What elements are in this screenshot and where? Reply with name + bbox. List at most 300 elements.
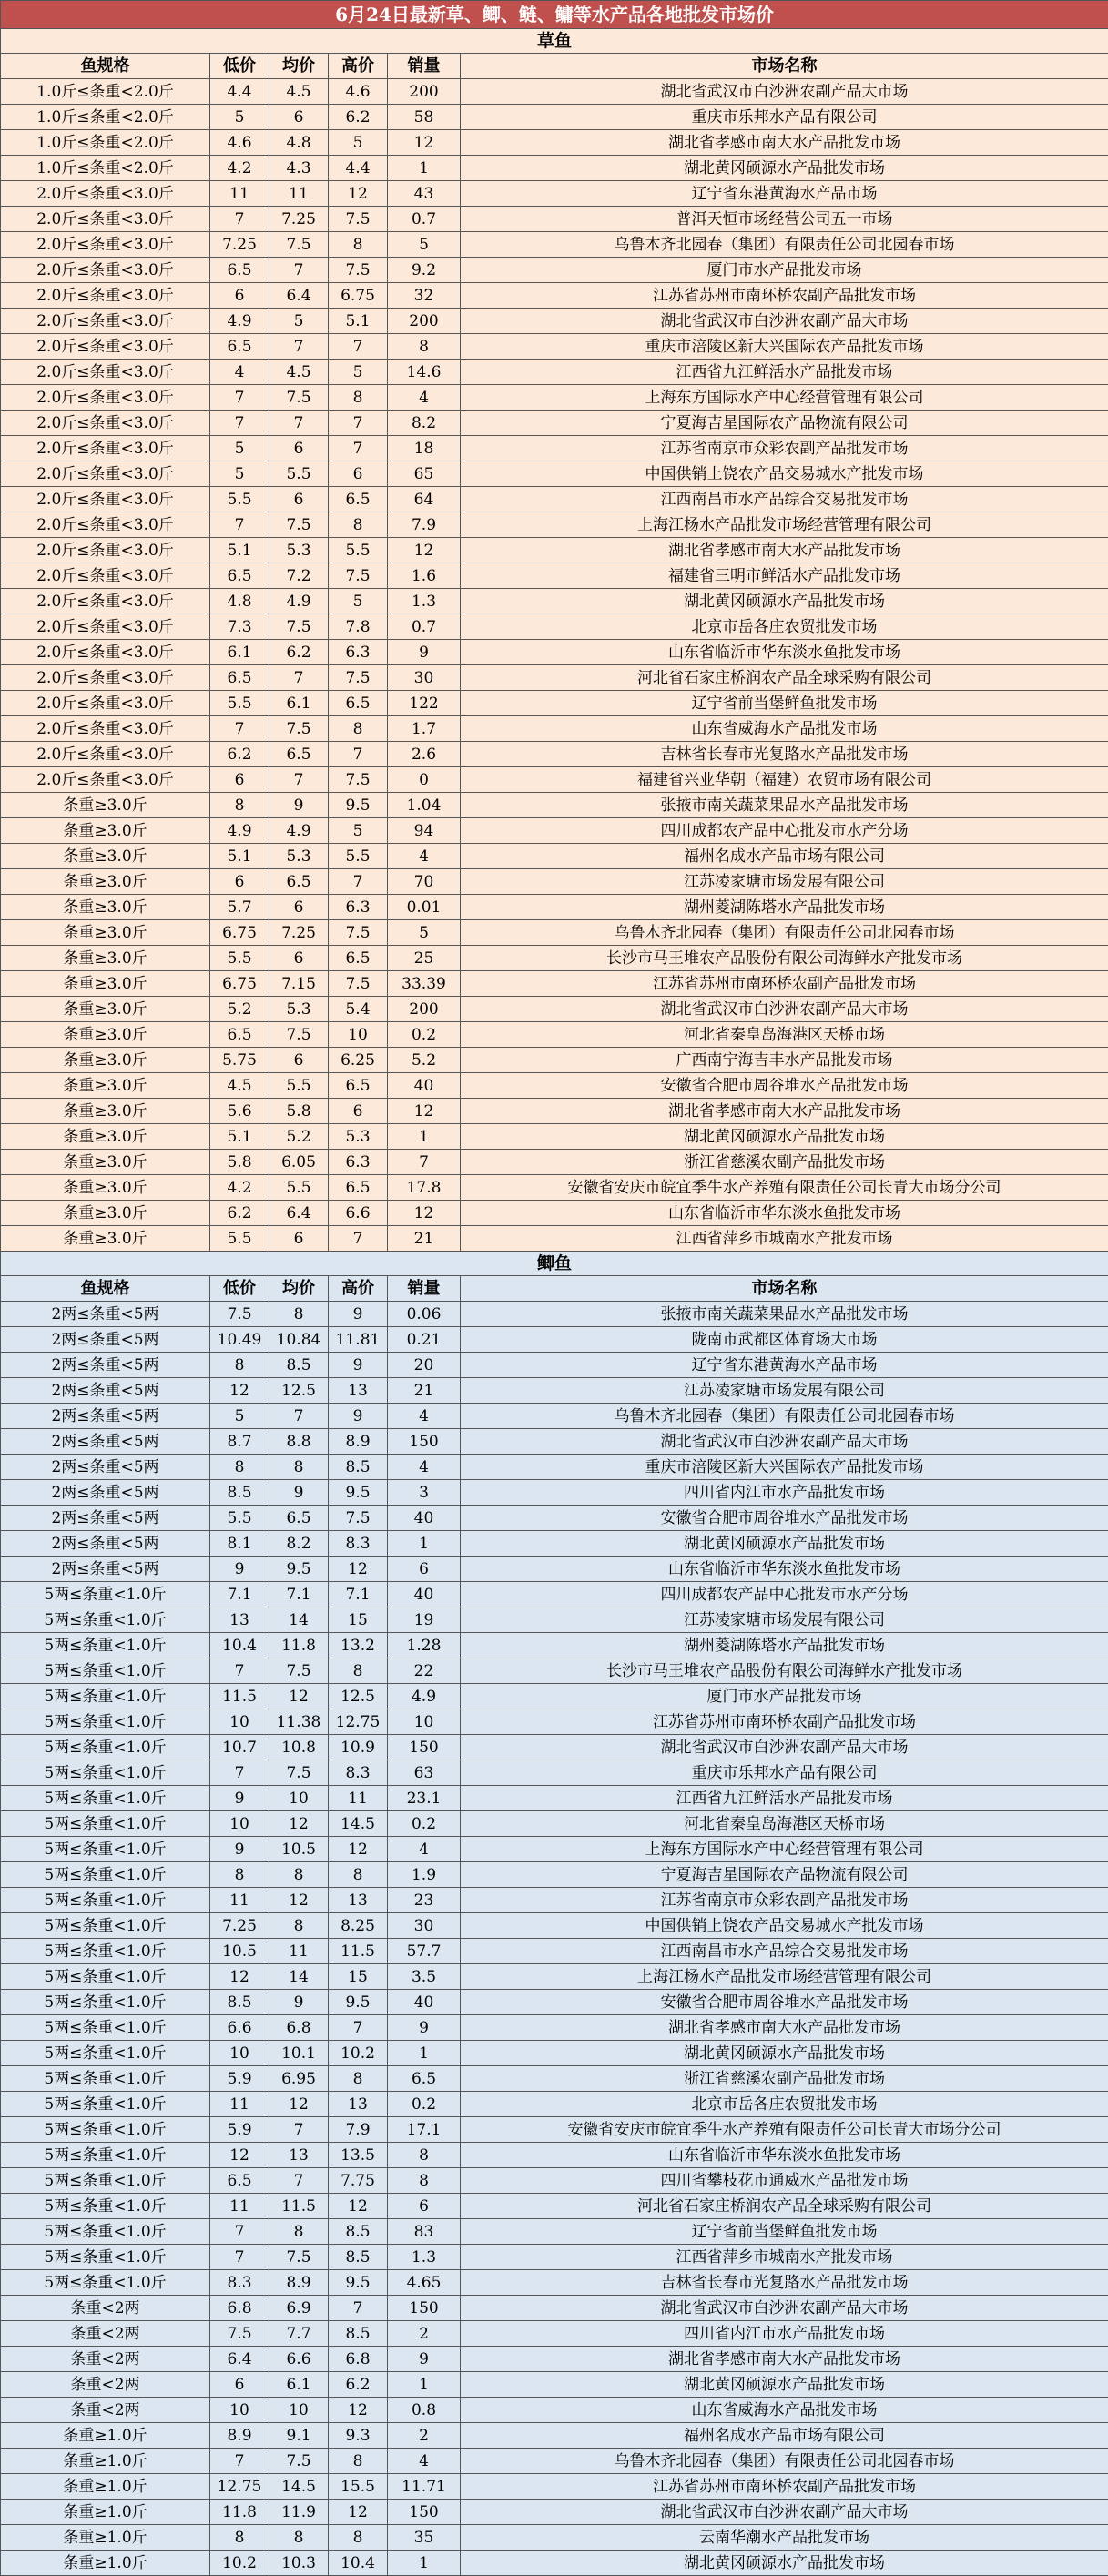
cell-low-price: 4.8 (210, 589, 269, 614)
cell-volume: 1 (388, 2041, 461, 2066)
cell-spec: 条重≥3.0斤 (1, 1022, 210, 1048)
cell-low-price: 5.5 (210, 1506, 269, 1531)
table-row (1, 1150, 1108, 1175)
cell-market-name: 吉林省长春市光复路水产品批发市场 (461, 2270, 1108, 2296)
table-row (1, 665, 1108, 691)
cell-market-name: 湖北黄冈硕源水产品批发市场 (461, 156, 1108, 181)
cell-market-name: 四川成都农产品中心批发市水产分场 (461, 1582, 1108, 1607)
table-row (1, 767, 1108, 793)
column-header-avg-price: 均价 (269, 1276, 329, 1302)
cell-volume: 83 (388, 2219, 461, 2245)
cell-low-price: 7 (210, 411, 269, 436)
cell-low-price: 6.2 (210, 1201, 269, 1226)
cell-low-price: 8.1 (210, 1531, 269, 1557)
cell-low-price: 10.2 (210, 2551, 269, 2576)
cell-low-price: 5.5 (210, 946, 269, 971)
cell-volume: 200 (388, 309, 461, 334)
cell-market-name: 乌鲁木齐北园春（集团）有限责任公司北园春市场 (461, 232, 1108, 258)
cell-low-price: 7 (210, 2245, 269, 2270)
cell-low-price: 5 (210, 436, 269, 461)
table-row (1, 1786, 1108, 1811)
cell-volume: 19 (388, 1607, 461, 1633)
cell-volume: 150 (388, 1429, 461, 1455)
cell-market-name: 山东省临沂市华东淡水鱼批发市场 (461, 640, 1108, 665)
cell-spec: 2.0斤≤条重<3.0斤 (1, 436, 210, 461)
cell-spec: 2.0斤≤条重<3.0斤 (1, 385, 210, 411)
cell-low-price: 13 (210, 1607, 269, 1633)
cell-low-price: 6.5 (210, 2168, 269, 2194)
cell-spec: 2.0斤≤条重<3.0斤 (1, 461, 210, 487)
cell-spec: 条重≥1.0斤 (1, 2423, 210, 2449)
cell-market-name: 吉林省长春市光复路水产品批发市场 (461, 742, 1108, 767)
table-row (1, 2168, 1108, 2194)
cell-market-name: 湖北省孝感市南大水产品批发市场 (461, 130, 1108, 156)
table-row (1, 1022, 1108, 1048)
cell-avg-price: 5.5 (269, 1073, 329, 1099)
cell-market-name: 安徽省合肥市周谷堆水产品批发市场 (461, 1990, 1108, 2015)
table-row (1, 997, 1108, 1022)
cell-avg-price: 6 (269, 105, 329, 130)
table-row (1, 1760, 1108, 1786)
cell-volume: 4 (388, 1455, 461, 1480)
cell-spec: 2两≤条重<5两 (1, 1327, 210, 1353)
cell-high-price: 10 (329, 1022, 388, 1048)
table-row (1, 2194, 1108, 2219)
cell-high-price: 8 (329, 385, 388, 411)
cell-low-price: 6.5 (210, 1022, 269, 1048)
table-row (1, 2117, 1108, 2143)
page-title: 6月24日最新草、鲫、鲢、鳙等水产品各地批发市场价 (1, 1, 1108, 29)
cell-high-price: 8 (329, 2066, 388, 2092)
table-row (1, 360, 1108, 385)
cell-market-name: 北京市岳各庄农贸批发市场 (461, 614, 1108, 640)
cell-low-price: 11 (210, 2092, 269, 2117)
cell-low-price: 7 (210, 207, 269, 232)
cell-high-price: 9 (329, 1404, 388, 1429)
cell-low-price: 8.9 (210, 2423, 269, 2449)
cell-low-price: 7 (210, 1658, 269, 1684)
cell-avg-price: 13 (269, 2143, 329, 2168)
cell-market-name: 安徽省安庆市皖宜季牛水产养殖有限责任公司长青大市场分公司 (461, 1175, 1108, 1201)
cell-market-name: 湖北省孝感市南大水产品批发市场 (461, 1099, 1108, 1124)
cell-volume: 8 (388, 2143, 461, 2168)
cell-avg-price: 7.5 (269, 385, 329, 411)
cell-avg-price: 10 (269, 2398, 329, 2423)
cell-volume: 1 (388, 1531, 461, 1557)
cell-high-price: 9.5 (329, 1480, 388, 1506)
cell-high-price: 7.5 (329, 258, 388, 283)
cell-market-name: 上海东方国际水产中心经营管理有限公司 (461, 1837, 1108, 1862)
cell-high-price: 12.5 (329, 1684, 388, 1709)
table-row (1, 716, 1108, 742)
cell-high-price: 9.3 (329, 2423, 388, 2449)
cell-avg-price: 8 (269, 1302, 329, 1327)
cell-low-price: 6.5 (210, 258, 269, 283)
cell-high-price: 7.1 (329, 1582, 388, 1607)
cell-high-price: 5.5 (329, 538, 388, 563)
cell-avg-price: 4.8 (269, 130, 329, 156)
cell-avg-price: 5 (269, 309, 329, 334)
cell-volume: 5 (388, 920, 461, 946)
cell-volume: 2.6 (388, 742, 461, 767)
cell-market-name: 辽宁省东港黄海水产品市场 (461, 1353, 1108, 1378)
cell-volume: 5.2 (388, 1048, 461, 1073)
cell-avg-price: 4.9 (269, 589, 329, 614)
table-row (1, 563, 1108, 589)
cell-market-name: 湖北黄冈硕源水产品批发市场 (461, 2551, 1108, 2576)
table-row (1, 181, 1108, 207)
table-row (1, 691, 1108, 716)
cell-volume: 40 (388, 1582, 461, 1607)
column-header-market-name: 市场名称 (461, 1276, 1108, 1302)
cell-low-price: 8 (210, 793, 269, 818)
cell-high-price: 12 (329, 2500, 388, 2525)
cell-spec: 5两≤条重<1.0斤 (1, 2015, 210, 2041)
cell-high-price: 5 (329, 130, 388, 156)
cell-high-price: 12 (329, 181, 388, 207)
cell-spec: 条重≥1.0斤 (1, 2500, 210, 2525)
cell-volume: 10 (388, 1709, 461, 1735)
cell-market-name: 湖北黄冈硕源水产品批发市场 (461, 1124, 1108, 1150)
table-row (1, 640, 1108, 665)
cell-high-price: 7.9 (329, 2117, 388, 2143)
cell-spec: 2两≤条重<5两 (1, 1302, 210, 1327)
cell-high-price: 6.3 (329, 895, 388, 920)
cell-market-name: 福州名成水产品市场有限公司 (461, 2423, 1108, 2449)
cell-spec: 条重<2两 (1, 2372, 210, 2398)
cell-spec: 条重≥3.0斤 (1, 1124, 210, 1150)
cell-low-price: 10 (210, 1811, 269, 1837)
cell-avg-price: 6.6 (269, 2347, 329, 2372)
cell-high-price: 8.3 (329, 1760, 388, 1786)
cell-avg-price: 14.5 (269, 2474, 329, 2500)
column-header-row (1, 54, 1108, 79)
table-row (1, 2041, 1108, 2066)
cell-market-name: 湖北省武汉市白沙洲农副产品大市场 (461, 2296, 1108, 2321)
cell-spec: 5两≤条重<1.0斤 (1, 1735, 210, 1760)
cell-high-price: 5.3 (329, 1124, 388, 1150)
cell-spec: 条重≥3.0斤 (1, 793, 210, 818)
cell-market-name: 江苏省苏州市南环桥农副产品批发市场 (461, 1709, 1108, 1735)
table-row (1, 2474, 1108, 2500)
table-row (1, 207, 1108, 232)
cell-high-price: 12 (329, 2398, 388, 2423)
cell-low-price: 5 (210, 1404, 269, 1429)
cell-spec: 5两≤条重<1.0斤 (1, 2219, 210, 2245)
cell-low-price: 6.75 (210, 920, 269, 946)
cell-spec: 5两≤条重<1.0斤 (1, 2041, 210, 2066)
cell-volume: 1 (388, 2372, 461, 2398)
table-row (1, 2347, 1108, 2372)
cell-spec: 2两≤条重<5两 (1, 1531, 210, 1557)
cell-low-price: 6 (210, 283, 269, 309)
cell-market-name: 湖北省武汉市白沙洲农副产品大市场 (461, 79, 1108, 105)
cell-volume: 25 (388, 946, 461, 971)
cell-low-price: 8 (210, 1862, 269, 1888)
cell-low-price: 4.4 (210, 79, 269, 105)
cell-market-name: 江苏凌家塘市场发展有限公司 (461, 869, 1108, 895)
cell-volume: 0.06 (388, 1302, 461, 1327)
cell-low-price: 4.6 (210, 130, 269, 156)
cell-spec: 2.0斤≤条重<3.0斤 (1, 411, 210, 436)
cell-low-price: 5.5 (210, 1226, 269, 1252)
cell-low-price: 5 (210, 461, 269, 487)
cell-low-price: 6.2 (210, 742, 269, 767)
cell-volume: 6 (388, 2194, 461, 2219)
cell-low-price: 6.4 (210, 2347, 269, 2372)
cell-volume: 0.8 (388, 2398, 461, 2423)
table-row (1, 1506, 1108, 1531)
cell-high-price: 13 (329, 1888, 388, 1913)
cell-avg-price: 6 (269, 1048, 329, 1073)
cell-market-name: 云南华潮水产品批发市场 (461, 2525, 1108, 2551)
cell-spec: 条重≥3.0斤 (1, 997, 210, 1022)
cell-avg-price: 8 (269, 1862, 329, 1888)
cell-low-price: 5.7 (210, 895, 269, 920)
cell-spec: 2.0斤≤条重<3.0斤 (1, 360, 210, 385)
cell-volume: 32 (388, 283, 461, 309)
table-row (1, 1862, 1108, 1888)
cell-high-price: 11.81 (329, 1327, 388, 1353)
cell-high-price: 5.4 (329, 997, 388, 1022)
cell-spec: 条重≥3.0斤 (1, 1226, 210, 1252)
cell-avg-price: 6.05 (269, 1150, 329, 1175)
cell-volume: 40 (388, 1506, 461, 1531)
cell-market-name: 江苏省南京市众彩农副产品批发市场 (461, 1888, 1108, 1913)
cell-high-price: 6.75 (329, 283, 388, 309)
cell-market-name: 湖北黄冈硕源水产品批发市场 (461, 1531, 1108, 1557)
table-row (1, 385, 1108, 411)
cell-avg-price: 11 (269, 181, 329, 207)
cell-volume: 43 (388, 181, 461, 207)
table-row (1, 1939, 1108, 1964)
cell-high-price: 15 (329, 1964, 388, 1990)
table-row (1, 793, 1108, 818)
table-row (1, 1099, 1108, 1124)
cell-spec: 2.0斤≤条重<3.0斤 (1, 309, 210, 334)
cell-high-price: 14.5 (329, 1811, 388, 1837)
cell-avg-price: 7.5 (269, 1022, 329, 1048)
cell-avg-price: 14 (269, 1607, 329, 1633)
table-row (1, 1811, 1108, 1837)
cell-market-name: 四川省内江市水产品批发市场 (461, 1480, 1108, 1506)
cell-market-name: 江苏省南京市众彩农副产品批发市场 (461, 436, 1108, 461)
cell-spec: 2.0斤≤条重<3.0斤 (1, 742, 210, 767)
table-row (1, 1684, 1108, 1709)
cell-spec: 5两≤条重<1.0斤 (1, 1658, 210, 1684)
cell-avg-price: 7 (269, 2117, 329, 2143)
cell-volume: 20 (388, 1353, 461, 1378)
table-row (1, 1888, 1108, 1913)
cell-low-price: 12 (210, 1964, 269, 1990)
table-row (1, 844, 1108, 869)
table-row (1, 1455, 1108, 1480)
cell-avg-price: 7 (269, 1404, 329, 1429)
cell-market-name: 安徽省安庆市皖宜季牛水产养殖有限责任公司长青大市场分公司 (461, 2117, 1108, 2143)
cell-volume: 1.28 (388, 1633, 461, 1658)
cell-high-price: 13.2 (329, 1633, 388, 1658)
cell-spec: 条重≥3.0斤 (1, 869, 210, 895)
cell-avg-price: 8.5 (269, 1353, 329, 1378)
cell-avg-price: 7.5 (269, 1760, 329, 1786)
cell-avg-price: 6.95 (269, 2066, 329, 2092)
cell-market-name: 江苏省苏州市南环桥农副产品批发市场 (461, 2474, 1108, 2500)
cell-low-price: 8 (210, 1353, 269, 1378)
cell-low-price: 10.49 (210, 1327, 269, 1353)
cell-spec: 1.0斤≤条重<2.0斤 (1, 79, 210, 105)
cell-low-price: 4.2 (210, 156, 269, 181)
cell-market-name: 河北省石家庄桥润农产品全球采购有限公司 (461, 2194, 1108, 2219)
cell-high-price: 5 (329, 818, 388, 844)
cell-market-name: 江苏省苏州市南环桥农副产品批发市场 (461, 971, 1108, 997)
cell-volume: 64 (388, 487, 461, 512)
cell-low-price: 5.9 (210, 2066, 269, 2092)
cell-volume: 7 (388, 1150, 461, 1175)
cell-low-price: 4.9 (210, 309, 269, 334)
cell-spec: 5两≤条重<1.0斤 (1, 1607, 210, 1633)
column-header-high-price: 高价 (329, 1276, 388, 1302)
section-title-row (1, 1252, 1108, 1276)
cell-low-price: 10 (210, 1709, 269, 1735)
cell-avg-price: 6.5 (269, 869, 329, 895)
table-row (1, 2092, 1108, 2117)
cell-spec: 2两≤条重<5两 (1, 1378, 210, 1404)
cell-spec: 2.0斤≤条重<3.0斤 (1, 640, 210, 665)
cell-high-price: 7.5 (329, 665, 388, 691)
cell-market-name: 河北省秦皇岛海港区天桥市场 (461, 1811, 1108, 1837)
cell-avg-price: 11.9 (269, 2500, 329, 2525)
cell-avg-price: 9 (269, 1990, 329, 2015)
cell-high-price: 8.5 (329, 2321, 388, 2347)
cell-spec: 条重≥3.0斤 (1, 844, 210, 869)
cell-high-price: 7.5 (329, 207, 388, 232)
cell-volume: 30 (388, 665, 461, 691)
table-row (1, 920, 1108, 946)
cell-volume: 9.2 (388, 258, 461, 283)
cell-high-price: 7 (329, 436, 388, 461)
column-header-market-name: 市场名称 (461, 54, 1108, 79)
cell-low-price: 11 (210, 181, 269, 207)
cell-spec: 2.0斤≤条重<3.0斤 (1, 767, 210, 793)
cell-high-price: 7 (329, 1226, 388, 1252)
cell-avg-price: 8.2 (269, 1531, 329, 1557)
cell-avg-price: 10.84 (269, 1327, 329, 1353)
cell-avg-price: 6.2 (269, 640, 329, 665)
cell-market-name: 湖北省孝感市南大水产品批发市场 (461, 2347, 1108, 2372)
table-row (1, 283, 1108, 309)
table-row (1, 334, 1108, 360)
cell-low-price: 7.3 (210, 614, 269, 640)
cell-avg-price: 7.5 (269, 232, 329, 258)
cell-volume: 5 (388, 232, 461, 258)
cell-low-price: 7 (210, 1760, 269, 1786)
cell-market-name: 辽宁省东港黄海水产品市场 (461, 181, 1108, 207)
cell-spec: 2.0斤≤条重<3.0斤 (1, 589, 210, 614)
cell-spec: 条重≥3.0斤 (1, 1073, 210, 1099)
cell-low-price: 11.5 (210, 1684, 269, 1709)
cell-volume: 12 (388, 538, 461, 563)
cell-high-price: 6.3 (329, 640, 388, 665)
cell-volume: 4 (388, 844, 461, 869)
table-row (1, 1837, 1108, 1862)
cell-spec: 2两≤条重<5两 (1, 1557, 210, 1582)
table-row (1, 130, 1108, 156)
cell-low-price: 5 (210, 105, 269, 130)
cell-market-name: 宁夏海吉星国际农产品物流有限公司 (461, 1862, 1108, 1888)
cell-spec: 2两≤条重<5两 (1, 1404, 210, 1429)
cell-avg-price: 4.5 (269, 79, 329, 105)
cell-volume: 6 (388, 1557, 461, 1582)
cell-market-name: 山东省威海水产品批发市场 (461, 716, 1108, 742)
cell-spec: 条重≥3.0斤 (1, 1048, 210, 1073)
cell-volume: 3.5 (388, 1964, 461, 1990)
cell-high-price: 12.75 (329, 1709, 388, 1735)
cell-avg-price: 4.9 (269, 818, 329, 844)
cell-spec: 5两≤条重<1.0斤 (1, 1888, 210, 1913)
cell-volume: 7.9 (388, 512, 461, 538)
table-row (1, 614, 1108, 640)
cell-avg-price: 7.7 (269, 2321, 329, 2347)
cell-avg-price: 5.3 (269, 844, 329, 869)
table-row (1, 1658, 1108, 1684)
cell-high-price: 7 (329, 2296, 388, 2321)
cell-avg-price: 7 (269, 767, 329, 793)
cell-market-name: 山东省临沂市华东淡水鱼批发市场 (461, 1201, 1108, 1226)
cell-low-price: 8.3 (210, 2270, 269, 2296)
cell-high-price: 12 (329, 1837, 388, 1862)
cell-spec: 5两≤条重<1.0斤 (1, 2092, 210, 2117)
column-header-avg-price: 均价 (269, 54, 329, 79)
table-row (1, 1429, 1108, 1455)
cell-spec: 5两≤条重<1.0斤 (1, 1811, 210, 1837)
cell-volume: 4 (388, 1404, 461, 1429)
cell-avg-price: 6 (269, 487, 329, 512)
cell-avg-price: 10.3 (269, 2551, 329, 2576)
cell-avg-price: 8.8 (269, 1429, 329, 1455)
cell-low-price: 10.7 (210, 1735, 269, 1760)
cell-market-name: 湖州菱湖陈塔水产品批发市场 (461, 1633, 1108, 1658)
table-row (1, 461, 1108, 487)
cell-high-price: 10.4 (329, 2551, 388, 2576)
cell-avg-price: 7.25 (269, 920, 329, 946)
cell-market-name: 福建省三明市鲜活水产品批发市场 (461, 563, 1108, 589)
cell-high-price: 15 (329, 1607, 388, 1633)
cell-low-price: 5.9 (210, 2117, 269, 2143)
cell-low-price: 11 (210, 1888, 269, 1913)
cell-market-name: 湖北省孝感市南大水产品批发市场 (461, 2015, 1108, 2041)
cell-avg-price: 11.5 (269, 2194, 329, 2219)
cell-market-name: 湖北省孝感市南大水产品批发市场 (461, 538, 1108, 563)
cell-volume: 0.01 (388, 895, 461, 920)
cell-low-price: 6.5 (210, 334, 269, 360)
cell-avg-price: 11.8 (269, 1633, 329, 1658)
cell-volume: 35 (388, 2525, 461, 2551)
cell-high-price: 6.8 (329, 2347, 388, 2372)
cell-high-price: 11 (329, 1786, 388, 1811)
table-row (1, 512, 1108, 538)
table-row (1, 1913, 1108, 1939)
cell-high-price: 9 (329, 1302, 388, 1327)
cell-high-price: 4.6 (329, 79, 388, 105)
cell-high-price: 5.5 (329, 844, 388, 869)
cell-avg-price: 9.1 (269, 2423, 329, 2449)
cell-spec: 2两≤条重<5两 (1, 1353, 210, 1378)
table-row (1, 2066, 1108, 2092)
table-row (1, 1201, 1108, 1226)
cell-market-name: 厦门市水产品批发市场 (461, 258, 1108, 283)
cell-low-price: 4.5 (210, 1073, 269, 1099)
cell-market-name: 江西南昌市水产品综合交易批发市场 (461, 1939, 1108, 1964)
